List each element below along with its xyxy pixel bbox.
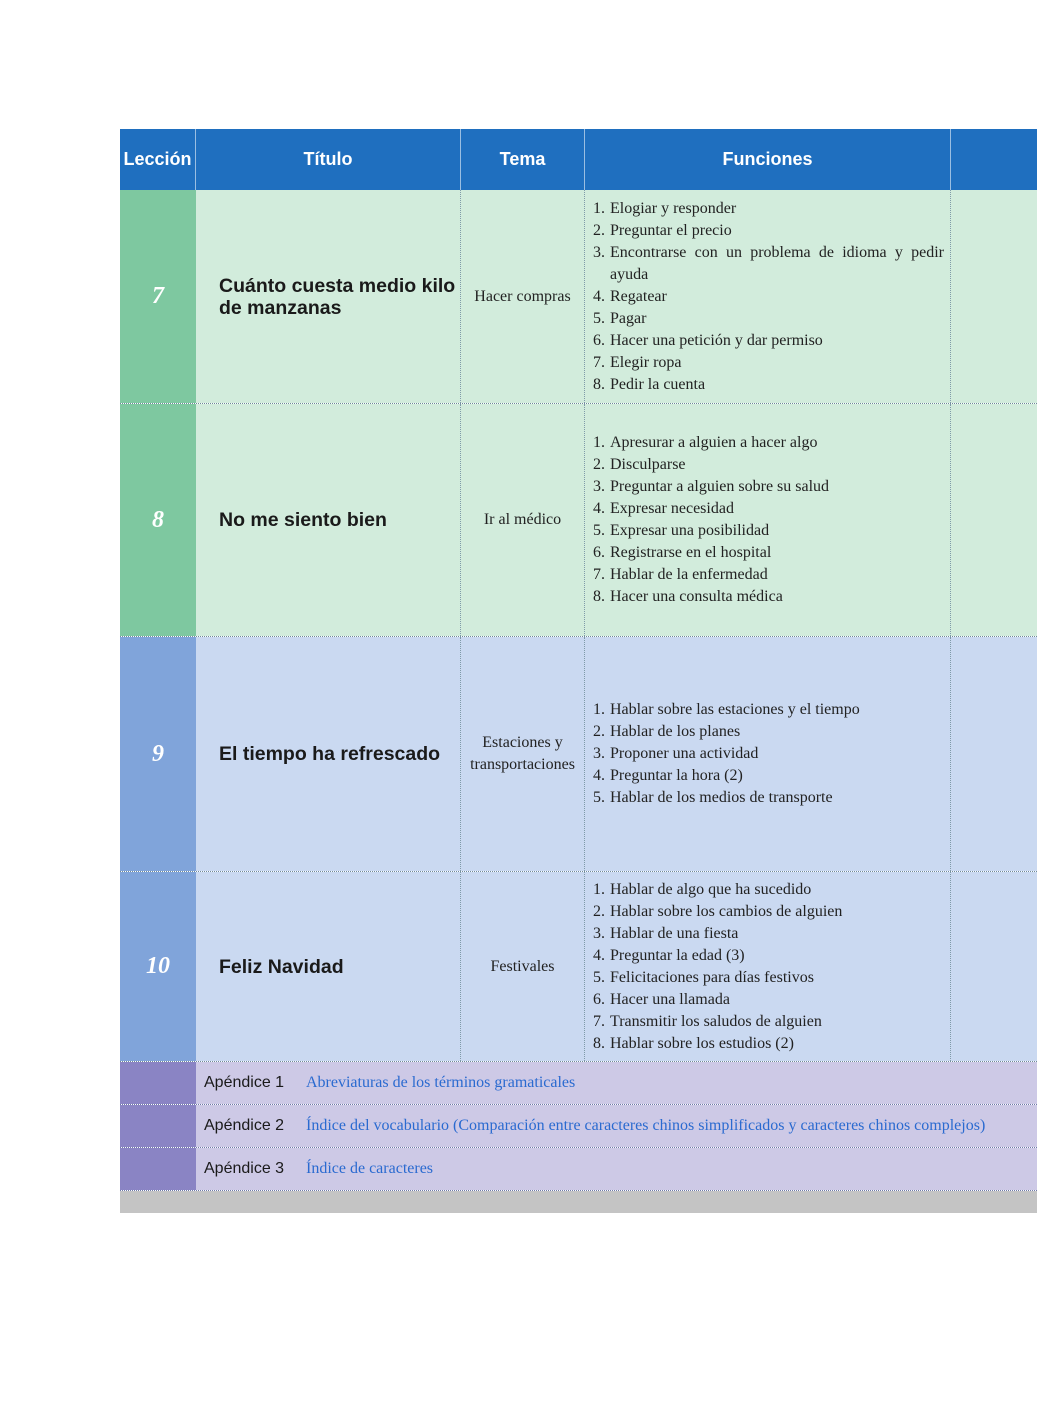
lesson-row-7 [120, 190, 1037, 404]
function-item: 3. Encontrarse con un problema de idioma y pedir ayuda [593, 243, 944, 283]
appendix-row-3 [120, 1148, 1037, 1191]
function-item: 2. Hablar de los planes [593, 723, 741, 740]
lesson-row-8 [120, 404, 1037, 637]
lesson-title: El tiempo ha refrescado [196, 637, 461, 871]
lesson-functions [585, 404, 951, 636]
lesson-extra-cell [951, 190, 1037, 403]
footer-bar [120, 1191, 1037, 1213]
function-item: 5. Hablar de los medios de transporte [593, 789, 833, 806]
appendix-label: Apéndice 1 [204, 1074, 285, 1091]
lesson-extra-cell [951, 404, 1037, 636]
function-item: 4. Expresar necesidad [593, 500, 734, 517]
function-item: 8. Hacer una consulta médica [593, 588, 783, 605]
function-item: 1. Apresurar a alguien a hacer algo [593, 434, 818, 451]
lesson-title: Cuánto cuesta medio kilo de manzanas [196, 190, 461, 403]
appendix-row-2 [120, 1105, 1037, 1148]
appendix-label: Apéndice 3 [204, 1160, 285, 1177]
lesson-number: 9 [120, 637, 196, 871]
appendix-marker [120, 1062, 196, 1104]
function-item: 1. Elogiar y responder [593, 199, 737, 217]
function-item: 8. Hablar sobre los estudios (2) [593, 1034, 794, 1052]
function-item: 7. Hablar de la enfermedad [593, 566, 768, 583]
lesson-extra-cell [951, 872, 1037, 1061]
lesson-number: 10 [120, 872, 196, 1061]
lesson-row-9 [120, 637, 1037, 872]
table-of-contents [120, 129, 1037, 1213]
function-item: 2. Preguntar el precio [593, 221, 732, 239]
function-item: 7. Elegir ropa [593, 353, 682, 371]
function-item: 5. Expresar una posibilidad [593, 522, 770, 539]
header-lesson: Lección [120, 129, 196, 190]
function-item: 6. Hacer una petición y dar permiso [593, 331, 823, 349]
lesson-functions [585, 190, 951, 403]
appendix-marker [120, 1105, 196, 1147]
appendix-link[interactable]: Índice de caracteres [306, 1160, 434, 1177]
lesson-title: No me siento bien [196, 404, 461, 636]
function-item: 3. Preguntar a alguien sobre su salud [593, 478, 830, 495]
function-item: 2. Disculparse [593, 456, 686, 473]
lesson-number: 8 [120, 404, 196, 636]
header-extra [951, 129, 1037, 190]
header-functions: Funciones [585, 129, 951, 190]
lesson-theme: Estaciones y transportaciones [461, 637, 585, 871]
lesson-row-10 [120, 872, 1037, 1062]
appendix-link[interactable]: Abreviaturas de los términos gramaticales [306, 1074, 576, 1091]
lesson-number: 7 [120, 190, 196, 403]
function-item: 1. Hablar sobre las estaciones y el tiempo [593, 701, 860, 718]
function-item: 5. Pagar [593, 309, 647, 327]
function-item: 8. Pedir la cuenta [593, 375, 706, 393]
lesson-title: Feliz Navidad [196, 872, 461, 1061]
function-item: 3. Proponer una actividad [593, 745, 759, 762]
appendix-link[interactable]: Índice del vocabulario (Comparación entre caracteres chinos simplificados y caracteres chinos complejos) [306, 1117, 986, 1134]
function-item: 7. Transmitir los saludos de alguien [593, 1012, 822, 1030]
function-item: 4. Regatear [593, 287, 667, 305]
lesson-functions [585, 637, 951, 871]
appendix-marker [120, 1148, 196, 1190]
function-item: 4. Preguntar la edad (3) [593, 946, 745, 964]
function-item: 5. Felicitaciones para días festivos [593, 968, 814, 986]
function-item: 3. Hablar de una fiesta [593, 924, 739, 942]
function-item: 2. Hablar sobre los cambios de alguien [593, 902, 843, 920]
function-item: 6. Registrarse en el hospital [593, 544, 772, 561]
lesson-theme: Ir al médico [461, 404, 585, 636]
function-item: 1. Hablar de algo que ha sucedido [593, 880, 812, 898]
lesson-functions [585, 872, 951, 1061]
lesson-extra-cell [951, 637, 1037, 871]
appendix-label: Apéndice 2 [204, 1117, 285, 1134]
function-item: 4. Preguntar la hora (2) [593, 767, 743, 784]
function-item: 6. Hacer una llamada [593, 990, 730, 1008]
header-theme: Tema [461, 129, 585, 190]
lesson-theme: Hacer compras [461, 190, 585, 403]
lesson-theme: Festivales [461, 872, 585, 1061]
header-title: Título [196, 129, 461, 190]
appendix-row-1 [120, 1062, 1037, 1105]
